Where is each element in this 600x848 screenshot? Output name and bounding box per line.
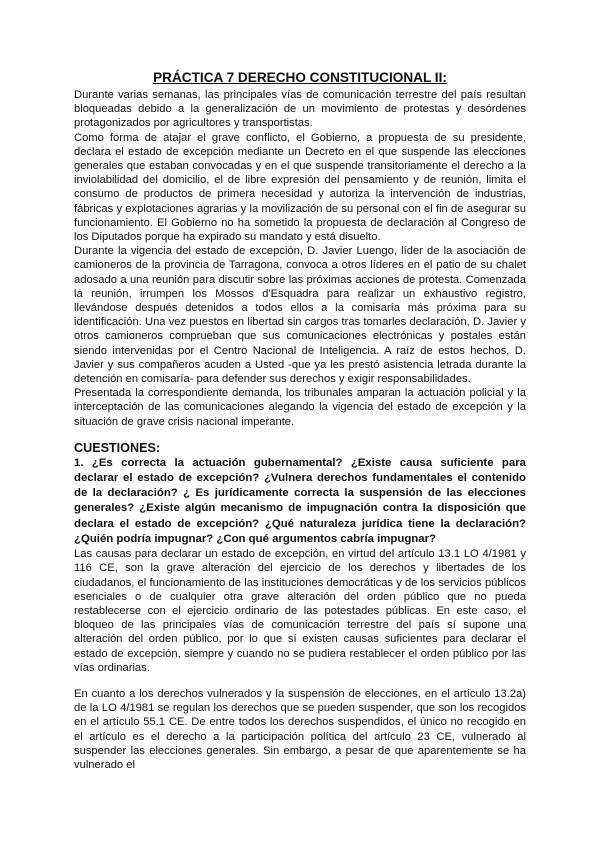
paragraph-spacer: [74, 675, 526, 687]
page-title: PRÁCTICA 7 DERECHO CONSTITUCIONAL II:: [153, 70, 447, 85]
intro-paragraph-3: Durante la vigencia del estado de excepción, D. Javier Luengo, líder de la asociación de camioneros de la provincia de Tarragona, convoca a otros líderes en el patio de su chalet adosado a una reunión para discutir sobre las próximas acciones de protesta. Comenzada la reunión, irrumpen los Mossos d'Esquadra para realizar un exhaustivo registro, llevándose después detenidos a todos ellos a la comisaría más próxima para su identificación. Una vez puestos en libertad sin cargos tras tomarles declaración, D. Javier y otros camioneros comprueban que sus comunicaciones electrónicas y postales están siendo intervenidas por el Centro Nacional de Inteligencia. A raíz de estos hechos, D. Javier y sus compañeros acuden a Usted -que ya les prestó asistencia letrada durante la detención en comisaría- para defender sus derechos y exigir responsabilidades.: [74, 245, 526, 386]
question-1: 1. ¿Es correcta la actuación gubernamental? ¿Existe causa suficiente para declarar el estado de excepción? ¿Vulnera derechos fundamentales el contenido de la declaración? ¿ Es jurídicamente correcta la suspensión de las elecciones generales? ¿Existe algún mecanismo de impugnación contra la disposición que declara el estado de excepción? ¿Qué naturaleza jurídica tiene la declaración? ¿Quién podría impugnar? ¿Con qué argumentos cabría impugnar?: [74, 456, 526, 545]
intro-paragraph-1: Durante varias semanas, las principales vías de comunicación terrestre del país resultan bloqueadas debido a la generalización de un movimiento de protestas y desórdenes protagonizados por agricultores y transportistas.: [74, 89, 526, 130]
answer-1-paragraph-2: En cuanto a los derechos vulnerados y la suspensión de elecciones, en el artículo 13.2a) de la LO 4/1981 se regulan los derechos que se pueden suspender, que son los recogidos en el artículo 55.1 CE. De entre todos los derechos suspendidos, el único no recogido en el artículo es el derecho a la participación política del artículo 23 CE, vulnerado al suspender las elecciones generales. Sin embargo, a pesar de que aparentemente se ha vulnerado el: [74, 687, 526, 771]
intro-paragraph-2: Como forma de atajar el grave conflicto, el Gobierno, a propuesta de su presidente, declara el estado de excepción mediante un Decreto en el que suspende las elecciones generales que estaban convocadas y en el que suspende transitoriamente el derecho a la inviolabilidad del domicilio, el de libre expresión del pensamiento y de reunión, limita el consumo de productos de primera necesidad y autoriza la intervención de industrias, fábricas y explotaciones agrarias y la movilización de su personal con el fin de asegurar su funcionamiento. El Gobierno no ha sometido la propuesta de declaración al Congreso de los Diputados porque ha expirado su mandato y está disuelto.: [74, 131, 526, 244]
questions-heading: CUESTIONES:: [74, 440, 161, 455]
answer-1-paragraph-1: Las causas para declarar un estado de excepción, en virtud del artículo 13.1 LO 4/1981 y 116 CE, son la grave alteración del ejercicio de los derechos y libertades de los ciudadanos, el funcionamiento de las instituciones democráticas y de los servicios públicos esenciales o de cualquier otra grave alteración del orden público que no pueda restablecerse con el ejercicio ordinario de las potestades públicas. En este caso, el bloqueo de las principales vías de comunicación terrestre del país sí supone una alteración del orden público, por lo que sí existen causas suficientes para declarar el estado de excepción, siempre y cuando no se pudiera restablecer el orden público por las vías ordinarias.: [74, 548, 526, 674]
intro-paragraph-4: Presentada la correspondiente demanda, los tribunales amparan la actuación policial y la interceptación de las comunicaciones alegando la vigencia del estado de excepción y la situación de grave crisis nacional imperante.: [74, 387, 526, 428]
